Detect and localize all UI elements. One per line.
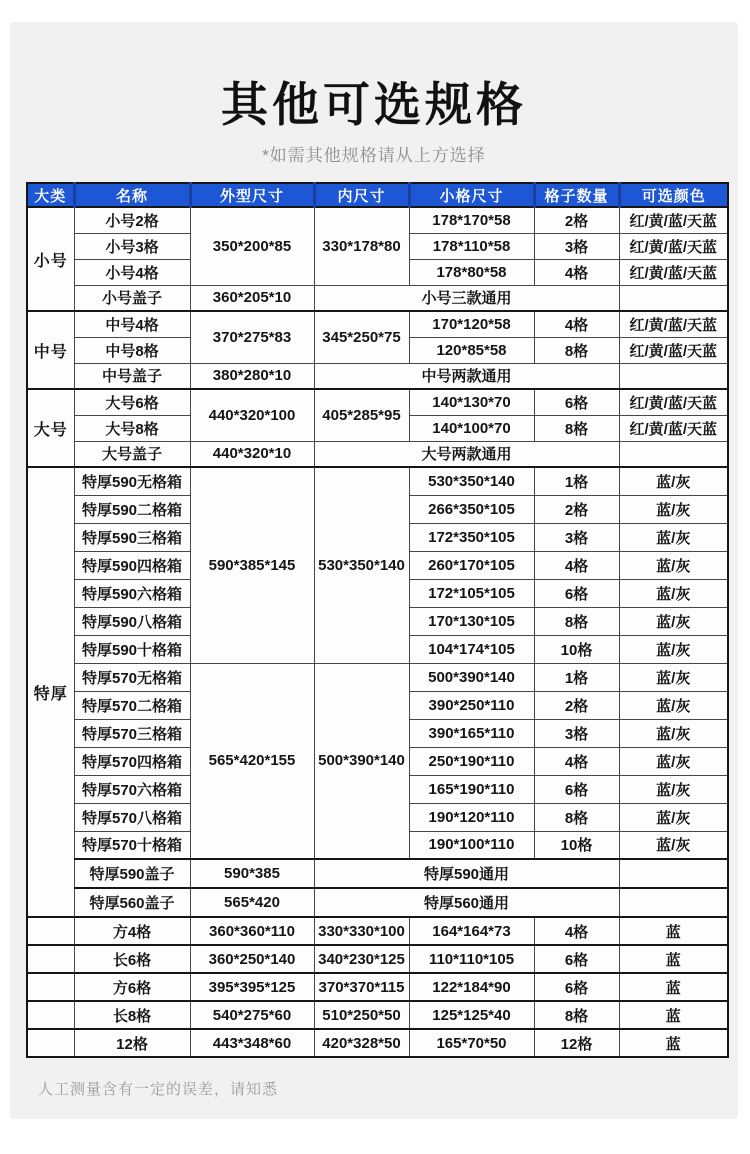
table-row: [27, 859, 728, 888]
table-cell: 172*350*105: [409, 523, 534, 551]
category-cell: 特厚: [27, 467, 74, 917]
table-cell: 395*395*125: [190, 973, 314, 1001]
table-cell: 104*174*105: [409, 635, 534, 663]
table-cell: 特厚570无格箱: [74, 663, 190, 691]
table-cell: 345*250*75: [314, 311, 409, 363]
table-cell: 蓝: [619, 917, 728, 945]
table-cell: 6格: [534, 973, 619, 1001]
table-cell: [619, 363, 728, 389]
table-cell: 中号两款通用: [314, 363, 619, 389]
table-cell: [27, 917, 74, 945]
table-row: [27, 467, 728, 495]
measurement-disclaimer: 人工测量含有一定的误差，请知悉: [38, 1081, 279, 1098]
table-cell: 266*350*105: [409, 495, 534, 523]
table-cell: 8格: [534, 337, 619, 363]
category-cell: 小号: [27, 207, 74, 311]
table-row: [27, 389, 728, 415]
table-cell: 500*390*140: [409, 663, 534, 691]
table-cell: 6格: [534, 579, 619, 607]
table-cell: 蓝/灰: [619, 551, 728, 579]
table-cell: 特厚590二格箱: [74, 495, 190, 523]
table-row: [27, 917, 728, 945]
table-cell: 特厚590三格箱: [74, 523, 190, 551]
table-cell: 370*275*83: [190, 311, 314, 363]
table-cell: 350*200*85: [190, 207, 314, 285]
table-cell: 蓝: [619, 945, 728, 973]
table-row: [27, 311, 728, 337]
table-cell: 330*178*80: [314, 207, 409, 285]
table-cell: 蓝/灰: [619, 495, 728, 523]
table-cell: 164*164*73: [409, 917, 534, 945]
table-cell: 特厚590十格箱: [74, 635, 190, 663]
table-cell: 170*120*58: [409, 311, 534, 337]
table-cell: 3格: [534, 719, 619, 747]
table-cell: 蓝/灰: [619, 691, 728, 719]
table-cell: 6格: [534, 389, 619, 415]
header-row: [27, 183, 728, 207]
table-cell: 红/黄/蓝/天蓝: [619, 389, 728, 415]
table-row: [27, 207, 728, 233]
table-cell: 小号2格: [74, 207, 190, 233]
table-cell: 420*328*50: [314, 1029, 409, 1057]
table-cell: 红/黄/蓝/天蓝: [619, 259, 728, 285]
table-cell: 6格: [534, 775, 619, 803]
table-cell: 特厚570二格箱: [74, 691, 190, 719]
table-cell: 10格: [534, 831, 619, 859]
table-cell: 蓝/灰: [619, 579, 728, 607]
category-cell: 中号: [27, 311, 74, 389]
table-cell: 大号两款通用: [314, 441, 619, 467]
table-cell: 4格: [534, 917, 619, 945]
table-cell: 178*170*58: [409, 207, 534, 233]
table-cell: 443*348*60: [190, 1029, 314, 1057]
table-row: [27, 973, 728, 1001]
table-row: [27, 1001, 728, 1029]
table-cell: 8格: [534, 1001, 619, 1029]
spec-table-body: [27, 207, 728, 1057]
column-header-5: 格子数量: [534, 183, 619, 207]
table-cell: 长8格: [74, 1001, 190, 1029]
table-cell: 特厚570四格箱: [74, 747, 190, 775]
column-header-0: 大类: [27, 183, 74, 207]
table-cell: 特厚590通用: [314, 859, 619, 888]
table-cell: 特厚560盖子: [74, 888, 190, 917]
table-cell: 260*170*105: [409, 551, 534, 579]
spec-table: [26, 182, 729, 1058]
table-row: [27, 1029, 728, 1057]
table-cell: 红/黄/蓝/天蓝: [619, 207, 728, 233]
table-cell: 390*250*110: [409, 691, 534, 719]
table-cell: 190*100*110: [409, 831, 534, 859]
table-cell: 440*320*100: [190, 389, 314, 441]
table-row: [27, 285, 728, 311]
table-cell: 540*275*60: [190, 1001, 314, 1029]
table-cell: 特厚590四格箱: [74, 551, 190, 579]
table-cell: 中号盖子: [74, 363, 190, 389]
table-row: [27, 663, 728, 691]
table-cell: 特厚570十格箱: [74, 831, 190, 859]
table-cell: [27, 1029, 74, 1057]
table-cell: 12格: [534, 1029, 619, 1057]
table-cell: 红/黄/蓝/天蓝: [619, 233, 728, 259]
table-row: [27, 363, 728, 389]
table-row: [27, 888, 728, 917]
table-cell: 190*120*110: [409, 803, 534, 831]
table-cell: 590*385: [190, 859, 314, 888]
table-cell: 170*130*105: [409, 607, 534, 635]
table-cell: 10格: [534, 635, 619, 663]
table-cell: 3格: [534, 233, 619, 259]
table-cell: 6格: [534, 945, 619, 973]
table-cell: [27, 973, 74, 1001]
spec-panel: [10, 22, 738, 1119]
column-header-3: 内尺寸: [314, 183, 409, 207]
table-cell: 370*370*115: [314, 973, 409, 1001]
column-header-6: 可选颜色: [619, 183, 728, 207]
table-cell: 特厚590盖子: [74, 859, 190, 888]
table-cell: 小号4格: [74, 259, 190, 285]
table-cell: 178*80*58: [409, 259, 534, 285]
table-cell: 340*230*125: [314, 945, 409, 973]
table-cell: [619, 285, 728, 311]
table-cell: [619, 888, 728, 917]
table-cell: 3格: [534, 523, 619, 551]
column-header-4: 小格尺寸: [409, 183, 534, 207]
table-cell: 中号4格: [74, 311, 190, 337]
table-cell: 165*190*110: [409, 775, 534, 803]
table-cell: 8格: [534, 415, 619, 441]
table-cell: 380*280*10: [190, 363, 314, 389]
table-cell: 蓝/灰: [619, 831, 728, 859]
table-cell: 178*110*58: [409, 233, 534, 259]
table-cell: 405*285*95: [314, 389, 409, 441]
table-cell: [27, 945, 74, 973]
page-subtitle: *如需其他规格请从上方选择: [262, 146, 486, 165]
category-cell: 大号: [27, 389, 74, 467]
table-cell: 4格: [534, 747, 619, 775]
page-title: 其他可选规格: [221, 78, 527, 131]
table-cell: 蓝: [619, 1001, 728, 1029]
table-cell: 特厚590六格箱: [74, 579, 190, 607]
table-cell: 蓝/灰: [619, 467, 728, 495]
table-cell: 360*250*140: [190, 945, 314, 973]
table-cell: 4格: [534, 259, 619, 285]
table-cell: 小号三款通用: [314, 285, 619, 311]
table-cell: 特厚590无格箱: [74, 467, 190, 495]
table-cell: 特厚560通用: [314, 888, 619, 917]
table-cell: 530*350*140: [409, 467, 534, 495]
table-cell: 大号8格: [74, 415, 190, 441]
table-cell: 蓝/灰: [619, 663, 728, 691]
table-cell: 500*390*140: [314, 663, 409, 859]
table-cell: 360*360*110: [190, 917, 314, 945]
table-cell: 小号3格: [74, 233, 190, 259]
table-cell: 蓝/灰: [619, 719, 728, 747]
table-cell: 8格: [534, 803, 619, 831]
table-cell: 140*130*70: [409, 389, 534, 415]
column-header-2: 外型尺寸: [190, 183, 314, 207]
table-cell: 2格: [534, 207, 619, 233]
table-cell: 特厚570三格箱: [74, 719, 190, 747]
table-cell: 565*420*155: [190, 663, 314, 859]
table-cell: 红/黄/蓝/天蓝: [619, 337, 728, 363]
table-cell: 590*385*145: [190, 467, 314, 663]
table-cell: 蓝/灰: [619, 775, 728, 803]
table-row: [27, 441, 728, 467]
table-cell: 蓝/灰: [619, 747, 728, 775]
table-cell: 110*110*105: [409, 945, 534, 973]
table-cell: 特厚590八格箱: [74, 607, 190, 635]
table-cell: 1格: [534, 663, 619, 691]
table-cell: 蓝: [619, 1029, 728, 1057]
table-cell: 特厚570八格箱: [74, 803, 190, 831]
table-cell: 12格: [74, 1029, 190, 1057]
table-cell: 蓝/灰: [619, 803, 728, 831]
table-cell: 方4格: [74, 917, 190, 945]
table-cell: 360*205*10: [190, 285, 314, 311]
table-cell: 120*85*58: [409, 337, 534, 363]
table-cell: 4格: [534, 551, 619, 579]
table-cell: 大号盖子: [74, 441, 190, 467]
table-cell: [619, 859, 728, 888]
table-cell: 红/黄/蓝/天蓝: [619, 415, 728, 441]
table-cell: 小号盖子: [74, 285, 190, 311]
table-row: [27, 945, 728, 973]
table-cell: 1格: [534, 467, 619, 495]
table-cell: 390*165*110: [409, 719, 534, 747]
table-cell: 8格: [534, 607, 619, 635]
table-cell: 510*250*50: [314, 1001, 409, 1029]
table-cell: 蓝/灰: [619, 523, 728, 551]
table-cell: 565*420: [190, 888, 314, 917]
table-cell: 2格: [534, 495, 619, 523]
table-cell: 172*105*105: [409, 579, 534, 607]
spec-table-head: [27, 183, 728, 207]
table-cell: 4格: [534, 311, 619, 337]
table-cell: 140*100*70: [409, 415, 534, 441]
table-cell: 蓝: [619, 973, 728, 1001]
table-cell: 方6格: [74, 973, 190, 1001]
table-cell: 330*330*100: [314, 917, 409, 945]
table-cell: 红/黄/蓝/天蓝: [619, 311, 728, 337]
table-cell: 122*184*90: [409, 973, 534, 1001]
table-cell: [27, 1001, 74, 1029]
table-cell: 大号6格: [74, 389, 190, 415]
column-header-1: 名称: [74, 183, 190, 207]
table-cell: 蓝/灰: [619, 607, 728, 635]
table-cell: 蓝/灰: [619, 635, 728, 663]
table-cell: 中号8格: [74, 337, 190, 363]
table-cell: 长6格: [74, 945, 190, 973]
table-cell: 特厚570六格箱: [74, 775, 190, 803]
table-cell: [619, 441, 728, 467]
table-cell: 440*320*10: [190, 441, 314, 467]
table-cell: 2格: [534, 691, 619, 719]
table-cell: 165*70*50: [409, 1029, 534, 1057]
table-cell: 250*190*110: [409, 747, 534, 775]
table-cell: 125*125*40: [409, 1001, 534, 1029]
table-cell: 530*350*140: [314, 467, 409, 663]
